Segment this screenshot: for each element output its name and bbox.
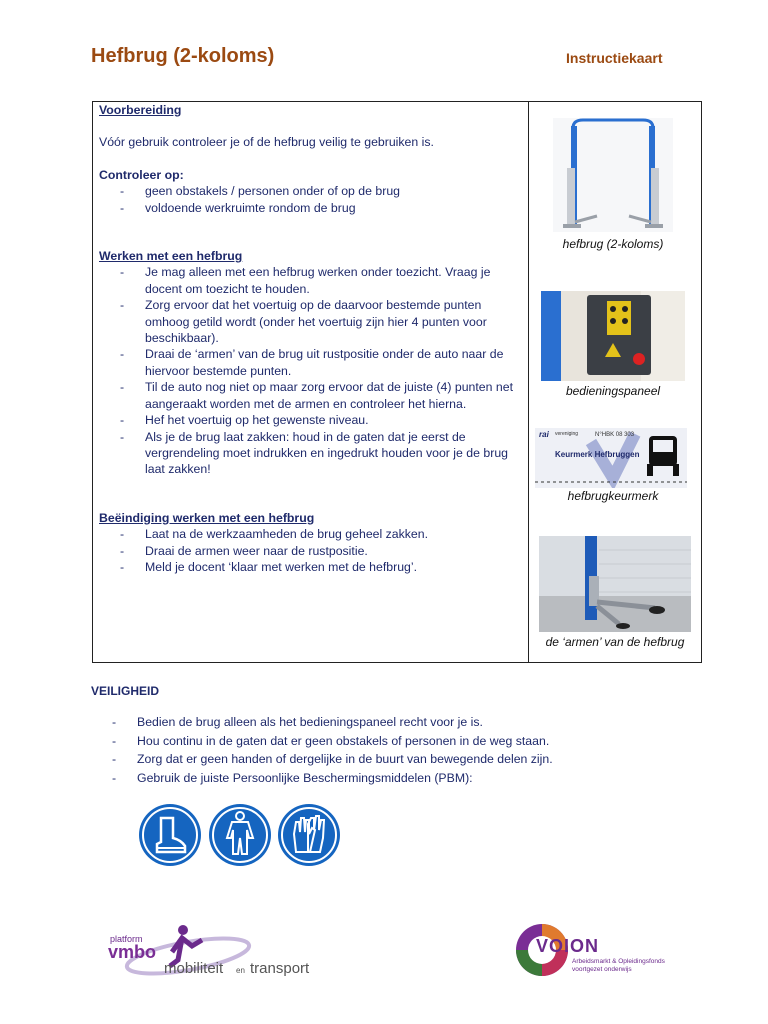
- caption-hefbrug: hefbrug (2-koloms): [562, 237, 664, 251]
- caption-bedieningspaneel: bedieningspaneel: [565, 384, 661, 398]
- logo-voion-text: VOION: [536, 936, 600, 956]
- safety-boot-icon: [139, 804, 201, 866]
- list-item: - Til de auto nog niet op maar zorg ervoor dat de juiste (4) punten net aangeraakt worden met de armen en controleer het hierna.: [99, 379, 524, 412]
- overall-icon: [209, 804, 271, 866]
- list-item: - Hou continu in de gaten dat er geen obstakels of personen in de weg staan.: [91, 732, 691, 751]
- figure-keurmerk: [538, 428, 688, 503]
- platform-vmbo-logo: [108, 920, 328, 984]
- list-item: - Bedien de brug alleen als het bedieningspaneel recht voor je is.: [91, 713, 691, 732]
- rai-logo-text: rai: [539, 430, 549, 439]
- list-item: - geen obstakels / personen onder of op de brug: [99, 183, 524, 199]
- heading-beeindiging: Beëindiging werken met een hefbrug: [99, 510, 315, 525]
- check-label: Controleer op:: [99, 167, 184, 182]
- heading-veiligheid: VEILIGHEID: [91, 684, 160, 698]
- rai-logo-subtext: vereniging: [555, 431, 579, 437]
- instruction-text: [99, 102, 524, 575]
- certificate-stamp: N°HBK 08 303: [595, 432, 635, 438]
- list-item: - Gebruik de juiste Persoonlijke Beschermingsmiddelen (PBM):: [91, 769, 691, 788]
- list-item: - Draai de armen weer naar de rustpositie.: [99, 543, 524, 559]
- control-panel-image: [541, 291, 685, 381]
- veiligheid-list: [91, 713, 691, 788]
- two-post-lift-image: [553, 118, 673, 232]
- lift-arms-image: [539, 536, 691, 632]
- logo-voion-sub1: Arbeidsmarkt & Opleidingsfonds: [572, 958, 665, 965]
- list-item: - voldoende werkruimte rondom de brug: [99, 200, 524, 216]
- voorbereiding-intro: Vóór gebruik controleer je of de hefbrug veilig te gebruiken is.: [99, 135, 434, 150]
- list-item: - Meld je docent ‘klaar met werken met de hefbrug’.: [99, 559, 524, 575]
- gloves-icon: [278, 804, 340, 866]
- certificate-image: [535, 428, 687, 488]
- figure-armen: [538, 536, 692, 649]
- logo-voion-sub2: voortgezet onderwijs: [572, 966, 632, 973]
- certificate-title: Keurmerk Hefbruggen: [555, 450, 640, 459]
- list-item: - Laat na de werkzaamheden de brug geheel zakken.: [99, 526, 524, 542]
- logo-mobiliteit-text: mobiliteit: [164, 960, 224, 977]
- list-item: - Draai de ‘armen’ van de brug uit rustpositie onder de auto naar de hiervoor bestemde punten.: [99, 346, 524, 379]
- figure-bedieningspaneel: [538, 291, 688, 398]
- caption-armen: de ‘armen’ van de hefbrug: [545, 635, 685, 649]
- column-divider: [528, 102, 529, 662]
- logo-vmbo-text: vmbo: [108, 942, 157, 962]
- heading-voorbereiding: Voorbereiding: [99, 103, 182, 117]
- list-item: - Zorg dat er geen handen of dergelijke in de buurt van bewegende delen zijn.: [91, 750, 691, 769]
- list-item: - Zorg ervoor dat het voertuig op de daarvoor bestemde punten omhoog getild wordt (onder het voertuig zijn hier 4 punten voor beschikbaar).: [99, 297, 524, 346]
- beeindiging-list: [99, 526, 524, 575]
- instruction-box: [92, 101, 702, 663]
- page-title: Hefbrug (2-koloms): [91, 45, 275, 67]
- figure-hefbrug: [538, 118, 688, 251]
- heading-werken: Werken met een hefbrug: [99, 249, 243, 264]
- caption-keurmerk: hefbrugkeurmerk: [567, 489, 659, 503]
- voion-logo: [514, 922, 684, 978]
- list-item: - Je mag alleen met een hefbrug werken onder toezicht. Vraag je docent om toezicht te houden.: [99, 264, 524, 297]
- logo-en-text: en: [236, 966, 245, 975]
- document-type: Instructiekaart: [566, 50, 663, 66]
- check-list: [99, 183, 524, 216]
- list-item: - Hef het voertuig op het gewenste niveau.: [99, 412, 524, 428]
- werken-list: [99, 264, 524, 477]
- list-item: - Als je de brug laat zakken: houd in de gaten dat je eerst de vergrendeling moet indrukken en ingedrukt houden voor je de brug laat zakken!: [99, 429, 524, 478]
- logo-transport-text: transport: [250, 960, 310, 977]
- logo-platform-text: platform: [110, 934, 143, 944]
